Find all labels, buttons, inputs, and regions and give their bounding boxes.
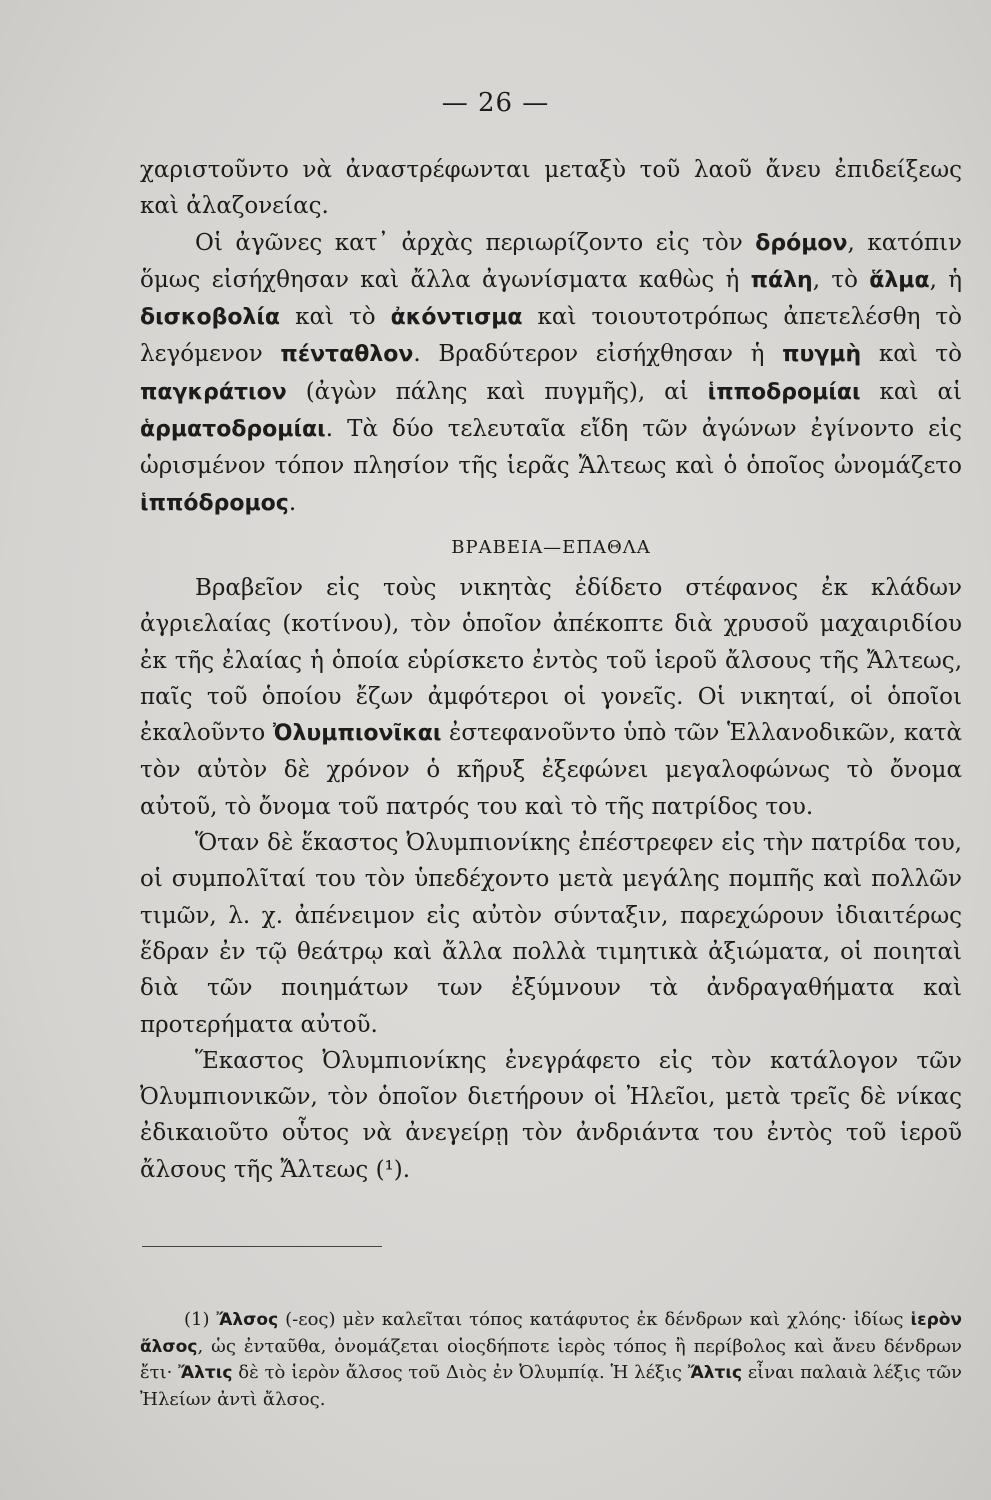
keyword-dromos: δρόμον (755, 230, 848, 256)
text-run: καὶ τὸ (861, 341, 962, 368)
footnote-text (140, 1307, 962, 1413)
text-run: (-εος) μὲν καλεῖται τόπος κατάφυτος ἐκ δένδρων καὶ χλόης· ἰδίως (278, 1309, 911, 1330)
keyword-akontisma: ἀκόντισμα (390, 305, 523, 331)
text-run: καὶ τὸ (280, 304, 391, 331)
keyword-pygmi: πυγμὴ (782, 342, 862, 368)
page-number: — 26 — (441, 88, 550, 118)
text-run: ἐστεφανοῦντο ὑπὸ τῶν Ἑλλανοδικῶν, κατὰ τὸν αὐτὸν δὲ χρόνον ὁ κῆρυξ ἐξεφώνει μεγαλοφώνως τὸ ὄνομα αὐτοῦ, τὸ ὄνομα τοῦ πατρός του καὶ τὸ τῆς πατρίδος του. (140, 720, 962, 820)
text-run: Οἱ ἀγῶνες κατ᾿ ἀρχὰς περιωρίζοντο εἰς τὸν (195, 229, 756, 256)
keyword-pentathlon: πένταθλον (280, 342, 414, 368)
section-title: ΒΡΑΒΕΙΑ—ΕΠΑΘΛΑ (451, 536, 651, 558)
text-run: εἶναι παλαιὰ λέξις τῶν Ἠλείων ἀντὶ ἄλσος. (140, 1362, 962, 1410)
paragraph-3 (140, 570, 962, 825)
paragraph-1: χαριστοῦντο νὰ ἀναστρέφωνται μεταξὺ τοῦ λαοῦ ἄνευ ἐπιδείξεως καὶ ἀλαζονείας. (140, 157, 962, 220)
keyword-armatodromiai: ἁρματοδρομίαι (140, 417, 326, 443)
paragraph-5: Ἕκαστος Ὀλυμπιονίκης ἐνεγράφετο εἰς τὸν κατάλογον τῶν Ὀλυμπιονικῶν, τὸν ὁποῖον διετήρουν οἱ Ἠλεῖοι, μετὰ τρεῖς δὲ νίκας ἐδικαιοῦτο οὗτος νὰ ἀνεγείρῃ τὸν ἀνδριάντα του ἐντὸς τοῦ ἱεροῦ ἄλσους τῆς Ἄλτεως (¹). (140, 1047, 962, 1183)
footnote (140, 1307, 962, 1413)
text-run: , ὡς ἐνταῦθα, ὀνομάζεται οἱοςδήποτε ἱερὸς τόπος ἢ περίβολος καὶ ἄνευ δένδρων ἔτι· (140, 1335, 962, 1383)
text-run: καὶ αἱ (860, 378, 962, 405)
keyword-ieron-alsos: ἱερὸν ἄλσος (140, 1310, 962, 1357)
text-run: . Βραδύτερον εἰσήχθησαν ἡ (413, 341, 783, 368)
keyword-olympionikai: Ὀλυμπιονῖκαι (272, 721, 442, 747)
main-text (140, 152, 962, 1188)
keyword-altis-2: Ἄλτις (687, 1363, 743, 1383)
keyword-ippodromos: ἱππόδρομος (140, 490, 289, 516)
text-run: . Τὰ δύο τελευταῖα εἴδη τῶν ἀγώνων ἐγίνοντο εἰς ὡρισμένον τόπον πλησίον τῆς ἱερᾶς Ἄλτεως καὶ ὁ ὁποῖος ὠνομάζετο (140, 416, 962, 480)
text-run: δὲ τὸ ἱερὸν ἄλσος τοῦ Διὸς ἐν Ὀλυμπίᾳ. Ἡ λέξις (232, 1362, 688, 1383)
text-run: Βραβεῖον εἰς τοὺς νικητὰς ἐδίδετο στέφανος ἐκ κλάδων ἀγριελαίας (κοτίνου), τὸν ὁποῖον ἀπέκοπτε διὰ χρυσοῦ μαχαιριδίου ἐκ τῆς ἐλαίας ἡ ὁποία εὑρίσκετο ἐντὸς τοῦ ἱεροῦ ἄλσους τῆς Ἄλτεως, παῖς τοῦ ὁποίου ἔζων ἀμφότεροι οἱ γονεῖς. Οἱ νικηταί, οἱ ὁποῖοι ἐκαλοῦντο (140, 574, 962, 747)
paragraph-2 (140, 225, 962, 522)
keyword-alsos: Ἄλσος (216, 1310, 279, 1330)
text-run: , κατόπιν ὅμως εἰσήχθησαν καὶ ἄλλα ἀγωνίσματα καθὼς ἡ (140, 229, 962, 293)
text-run: , τὸ (812, 266, 870, 293)
paragraph-4: Ὅταν δὲ ἕκαστος Ὀλυμπιονίκης ἐπέστρεφεν εἰς τὴν πατρίδα του, οἱ συμπολῖταί του τὸν ὑπεδέχοντο μετὰ μεγάλης πομπῆς καὶ πολλῶν τιμῶν, λ. χ. ἀπένειμον εἰς αὐτὸν σύνταξιν, παρεχώρουν ἰδιαιτέρως ἕδραν ἐν τῷ θεάτρῳ καὶ ἄλλα πολλὰ τιμητικὰ ἀξιώματα, οἱ ποιηταὶ διὰ τῶν ποιημάτων των ἐξύμνουν τὰ ἀνδραγαθήματα καὶ προτερήματα αὐτοῦ. (140, 830, 962, 1038)
keyword-altis: Ἄλτις (178, 1363, 233, 1383)
text-run: (ἀγὼν πάλης καὶ πυγμῆς), αἱ (286, 378, 708, 405)
keyword-alma: ἅλμα (869, 267, 930, 293)
footnote-marker: (1) (184, 1309, 210, 1330)
text-run: . (288, 489, 297, 516)
keyword-ippodromiai: ἱπποδρομίαι (707, 379, 861, 405)
footnote-divider (142, 1246, 382, 1247)
text-run: καὶ τοιουτοτρόπως ἀπετελέσθη τὸ λεγόμενον (140, 304, 962, 368)
keyword-pankration: παγκράτιον (140, 379, 287, 405)
keyword-pali: πάλη (750, 267, 813, 293)
text-run (210, 1309, 217, 1330)
text-run: , ἡ (929, 266, 962, 293)
keyword-diskovolia: δισκοβολία (140, 305, 281, 331)
